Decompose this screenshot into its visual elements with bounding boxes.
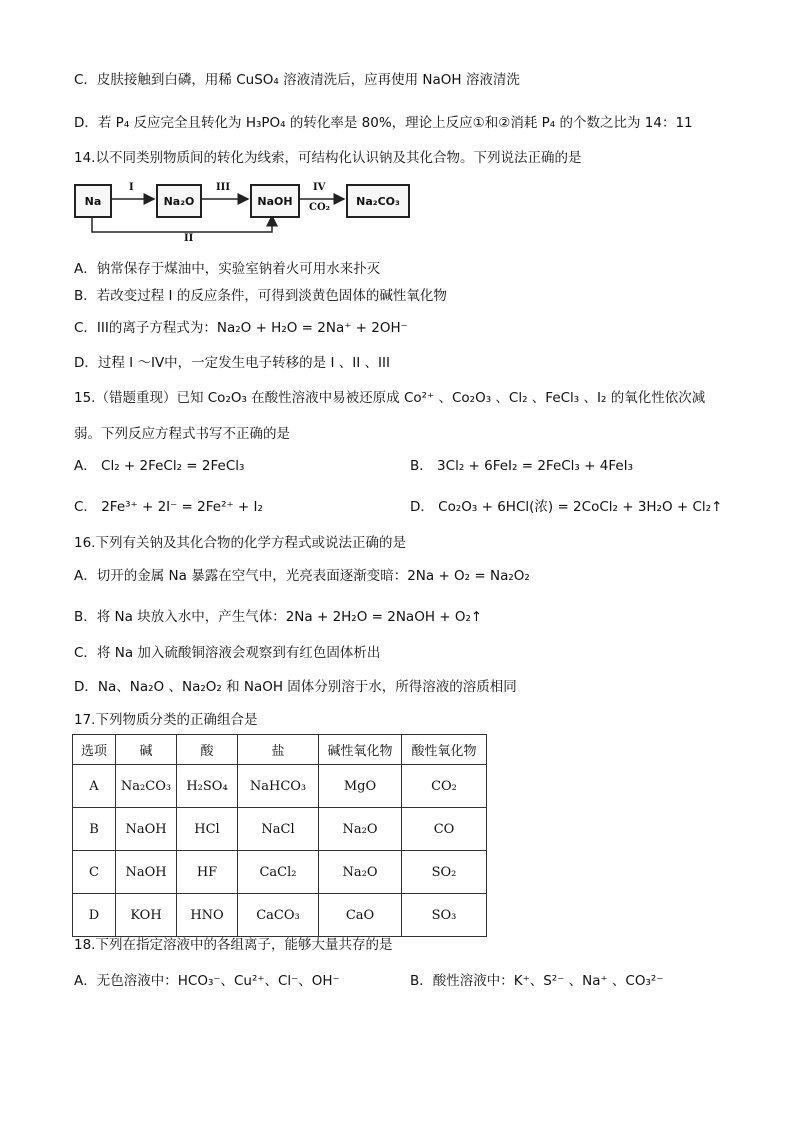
table-cell: CO₂ bbox=[402, 765, 487, 808]
table-cell: HNO bbox=[177, 894, 238, 937]
table-row bbox=[73, 894, 487, 937]
q13-option-d: D．若 P₄ 反应完全且转化为 H₃PO₄ 的转化率是 80%，理论上反应①和②消耗 P₄ 的个数之比为 14：11 bbox=[74, 115, 693, 131]
table-cell: NaHCO₃ bbox=[238, 765, 319, 808]
q15-option-c: C． 2Fe³⁺ + 2I⁻ = 2Fe²⁺ + I₂ bbox=[74, 499, 263, 515]
table-cell: Na₂O bbox=[319, 808, 402, 851]
node-na: Na bbox=[74, 184, 112, 218]
header-basic-oxide: 碱性氧化物 bbox=[319, 735, 402, 765]
q15-option-d: D． Co₂O₃ + 6HCl(浓) = 2CoCl₂ + 3H₂O + Cl₂↑ bbox=[410, 499, 723, 515]
label-ii: II bbox=[184, 233, 194, 244]
table-cell: KOH bbox=[116, 894, 177, 937]
q15-stem-line2: 弱。下列反应方程式书写不正确的是 bbox=[74, 426, 290, 442]
table-cell: D bbox=[73, 894, 116, 937]
table-cell: CO bbox=[402, 808, 487, 851]
header-base: 碱 bbox=[116, 735, 177, 765]
table-cell: NaCl bbox=[238, 808, 319, 851]
q16-option-d: D．Na、Na₂O 、Na₂O₂ 和 NaOH 固体分别溶于水，所得溶液的溶质相同 bbox=[74, 679, 517, 695]
q15-option-b: B． 3Cl₂ + 6FeI₂ = 2FeCl₃ + 4FeI₃ bbox=[410, 458, 634, 474]
table-header-row bbox=[73, 735, 487, 765]
q17-stem: 17.下列物质分类的正确组合是 bbox=[74, 712, 258, 728]
sodium-conversion-diagram bbox=[74, 176, 414, 246]
label-co2: CO₂ bbox=[309, 202, 331, 213]
table-cell: HF bbox=[177, 851, 238, 894]
table-cell: Na₂O bbox=[319, 851, 402, 894]
table-cell: Na₂CO₃ bbox=[116, 765, 177, 808]
header-salt: 盐 bbox=[238, 735, 319, 765]
header-acid: 酸 bbox=[177, 735, 238, 765]
table-row bbox=[73, 765, 487, 808]
q16-option-c: C．将 Na 加入硫酸铜溶液会观察到有红色固体析出 bbox=[74, 645, 381, 661]
q14-stem: 14.以不同类别物质间的转化为线索，可结构化认识钠及其化合物。下列说法正确的是 bbox=[74, 150, 582, 166]
q14-option-d: D．过程 I ～IV中，一定发生电子转移的是 I 、II 、III bbox=[74, 355, 390, 371]
label-iii: III bbox=[216, 182, 231, 193]
table-cell: B bbox=[73, 808, 116, 851]
classification-table bbox=[72, 734, 487, 937]
node-na2co3: Na₂CO₃ bbox=[346, 184, 410, 218]
q16-option-a: A．切开的金属 Na 暴露在空气中，光亮表面逐渐变暗：2Na + O₂ = Na₂O₂ bbox=[74, 568, 530, 584]
table-row bbox=[73, 808, 487, 851]
q18-stem: 18.下列在指定溶液中的各组离子，能够大量共存的是 bbox=[74, 937, 393, 953]
table-cell: H₂SO₄ bbox=[177, 765, 238, 808]
table-cell: SO₂ bbox=[402, 851, 487, 894]
table-cell: HCl bbox=[177, 808, 238, 851]
table-cell: C bbox=[73, 851, 116, 894]
label-iv: IV bbox=[313, 182, 326, 193]
q16-option-b: B．将 Na 块放入水中，产生气体：2Na + 2H₂O = 2NaOH + O₂↑ bbox=[74, 609, 483, 625]
q18-option-b: B．酸性溶液中：K⁺、S²⁻ 、Na⁺ 、CO₃²⁻ bbox=[410, 973, 664, 989]
node-na2o: Na₂O bbox=[156, 184, 202, 218]
header-acidic-oxide: 酸性氧化物 bbox=[402, 735, 487, 765]
table-cell: CaCO₃ bbox=[238, 894, 319, 937]
q15-stem-line1: 15.（错题重现）已知 Co₂O₃ 在酸性溶液中易被还原成 Co²⁺ 、Co₂O₃ 、Cl₂ 、FeCl₃ 、I₂ 的氧化性依次减 bbox=[74, 390, 706, 406]
q15-option-a: A． Cl₂ + 2FeCl₂ = 2FeCl₃ bbox=[74, 458, 245, 474]
node-naoh: NaOH bbox=[250, 184, 300, 218]
header-option: 选项 bbox=[73, 735, 116, 765]
table-cell: NaOH bbox=[116, 851, 177, 894]
label-i: I bbox=[129, 182, 134, 193]
table-cell: NaOH bbox=[116, 808, 177, 851]
table-cell: CaO bbox=[319, 894, 402, 937]
table-row bbox=[73, 851, 487, 894]
table-cell: SO₃ bbox=[402, 894, 487, 937]
q14-option-a: A．钠常保存于煤油中，实验室钠着火可用水来扑灭 bbox=[74, 261, 381, 277]
q14-option-c: C．III的离子方程式为：Na₂O + H₂O = 2Na⁺ + 2OH⁻ bbox=[74, 320, 408, 336]
q14-option-b: B．若改变过程 I 的反应条件，可得到淡黄色固体的碱性氧化物 bbox=[74, 288, 447, 304]
table-cell: MgO bbox=[319, 765, 402, 808]
table-cell: A bbox=[73, 765, 116, 808]
q13-option-c: C．皮肤接触到白磷，用稀 CuSO₄ 溶液清洗后，应再使用 NaOH 溶液清洗 bbox=[74, 72, 520, 88]
q16-stem: 16.下列有关钠及其化合物的化学方程式或说法正确的是 bbox=[74, 535, 406, 551]
table-cell: CaCl₂ bbox=[238, 851, 319, 894]
q18-option-a: A．无色溶液中：HCO₃⁻、Cu²⁺、Cl⁻、OH⁻ bbox=[74, 973, 340, 989]
